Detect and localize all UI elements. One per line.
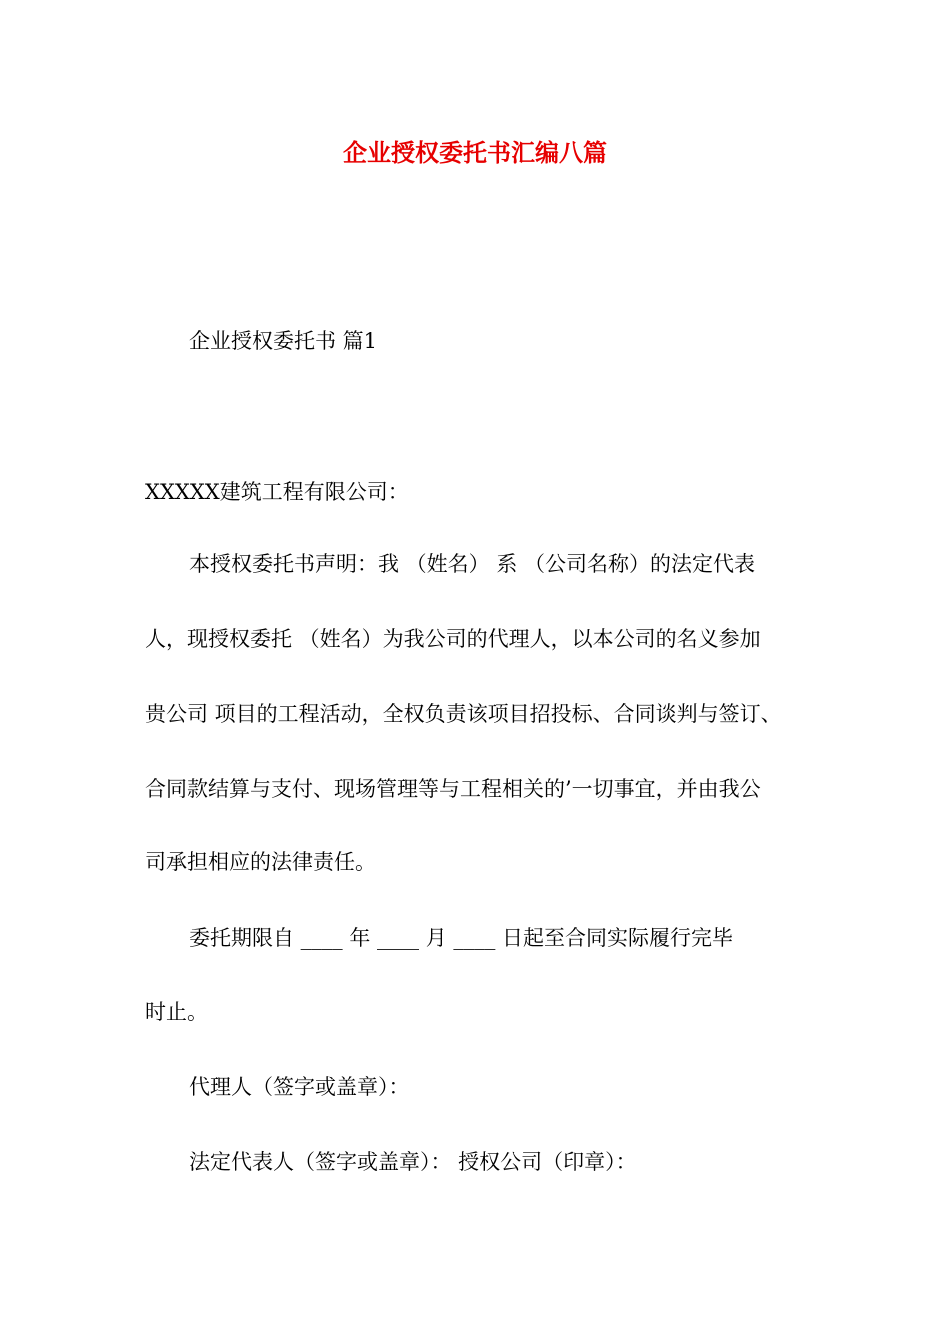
body-line-3: 贵公司 项目的工程活动，全权负责该项目招投标、合同谈判与签订、	[145, 702, 782, 726]
addressee: XXXXX建筑工程有限公司：	[145, 480, 409, 504]
legal-rep-signature-line: 法定代表人（签字或盖章）： 授权公司（印章）：	[189, 1150, 637, 1174]
body-line-5: 司承担相应的法律责任。	[145, 850, 376, 874]
term-line: 委托期限自 ____ 年 ____ 月 ____ 日起至合同实际履行完毕	[189, 926, 734, 950]
section-heading: 企业授权委托书 篇1	[189, 329, 378, 353]
term-line-end: 时止。	[145, 1000, 208, 1024]
body-line-1: 本授权委托书声明：我 （姓名） 系 （公司名称）的法定代表	[189, 552, 756, 576]
document-title: 企业授权委托书汇编八篇	[343, 139, 607, 167]
body-line-4: 合同款结算与支付、现场管理等与工程相关的’一切事宜，并由我公	[145, 777, 761, 801]
agent-signature-line: 代理人（签字或盖章）：	[189, 1075, 410, 1099]
body-line-2: 人，现授权委托 （姓名）为我公司的代理人，以本公司的名义参加	[145, 627, 761, 651]
